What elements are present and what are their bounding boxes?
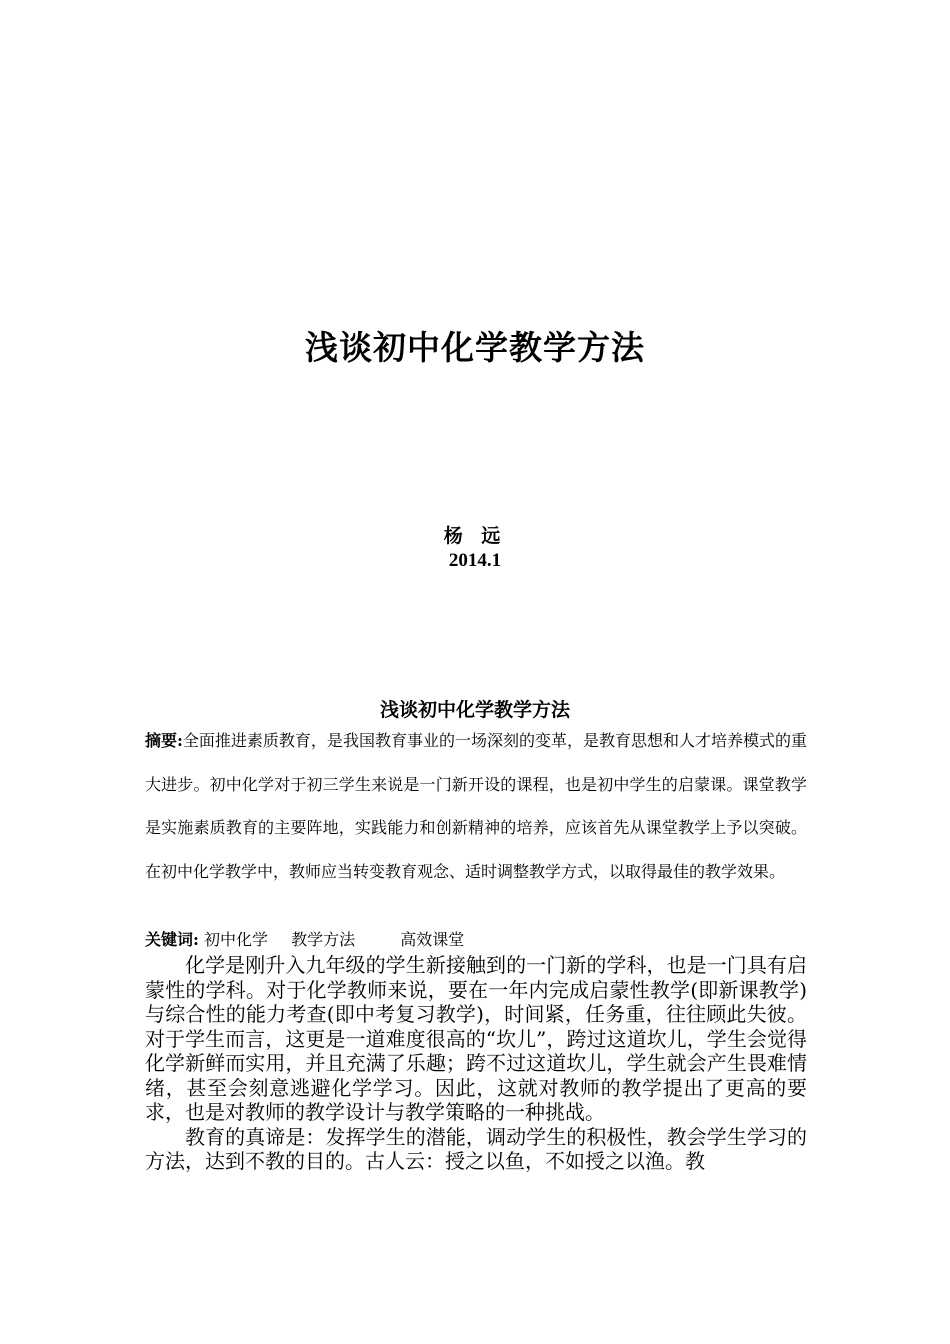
body-paragraph: 化学是刚升入九年级的学生新接触到的一门新的学科，也是一门具有启蒙性的学科。对于化学教师来说，要在一年内完成启蒙性教学(即新课教学)与综合性的能力考查(即中考复习教学)，时间紧，任务重，往往顾此失彼。对于学生而言，这更是一道难度很高的“坎儿”，跨过这道坎儿，学生会觉得化学新鲜而实用，并且充满了乐趣；跨不过这道坎儿，学生就会产生畏难情绪，甚至会刻意逃避化学学习。因此，这就对教师的教学提出了更高的要求，也是对教师的教学设计与教学策略的一种挑战。 [145, 953, 807, 1124]
article-title: 浅谈初中化学教学方法 [379, 699, 570, 721]
abstract-text: 全面推进素质教育，是我国教育事业的一场深刻的变革，是教育思想和人才培养模式的重大进步。初中化学对于初三学生来说是一门新开设的课程，也是初中学生的启蒙课。课堂教学是实施素质教育的主要阵地，实践能力和创新精神的培养，应该首先从课堂教学上予以突破。在初中化学教学中，教师应当转变教育观念、适时调整教学方式，以取得最佳的教学效果。 [145, 731, 807, 881]
keyword: 初中化学 [204, 930, 269, 949]
keyword: 教学方法 [291, 930, 356, 949]
keywords [145, 928, 807, 952]
cover-title: 浅谈初中化学教学方法 [305, 328, 645, 367]
abstract-label: 摘要: [145, 731, 183, 750]
body-paragraph: 教育的真谛是：发挥学生的潜能，调动学生的积极性，教会学生学习的方法，达到不教的目的。古人云：授之以鱼，不如授之以渔。教 [145, 1124, 807, 1173]
author-name: 杨 远 [443, 525, 507, 547]
keyword: 高效课堂 [400, 930, 465, 949]
publication-date: 2014.1 [448, 550, 502, 571]
abstract [145, 719, 807, 893]
article-body [145, 953, 807, 1174]
keywords-label: 关键词: [145, 930, 199, 949]
